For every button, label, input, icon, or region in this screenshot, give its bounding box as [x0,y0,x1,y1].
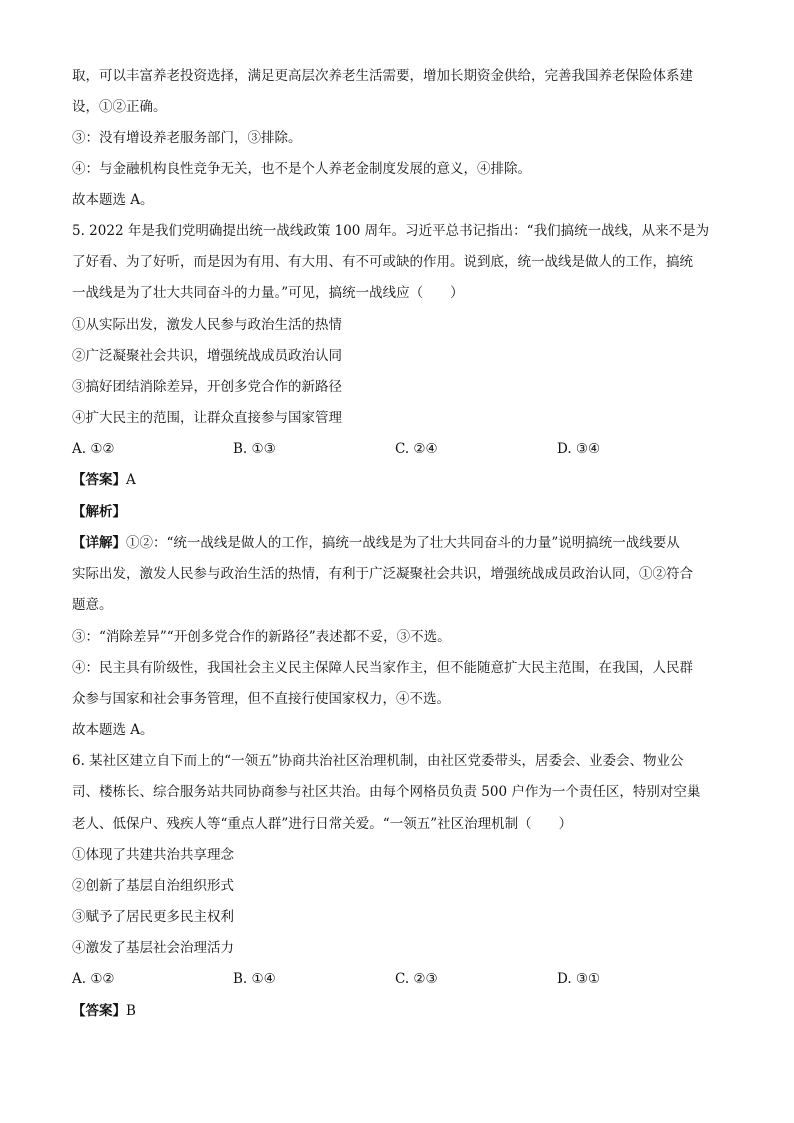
prev-text-line-4: ④：与金融机构良性竞争无关，也不是个人养老金制度发展的意义，④排除。 [72,161,531,177]
q6-option-b: B. ①④ [233,971,276,987]
q5-statement-2: ②广泛凝聚社会共识，增强统战成员政治认同 [72,348,342,364]
q5-stem-line-3: 一战线是为了壮大共同奋斗的力量。”可见，搞统一战线应（ ） [72,285,464,301]
q5-option-c: C. ②④ [395,441,438,457]
q6-stem-line-1: 6. 某社区建立自下而上的“一领五”协商共治社区治理机制，由社区党委带头，居委会、业委会、物业公 [72,753,684,769]
q5-option-a: A. ①② [72,441,115,457]
q6-statement-4: ④激发了基层社会治理活力 [72,940,234,956]
q6-statement-2: ②创新了基层自治组织形式 [72,878,234,894]
q5-detail-line-3: 题意。 [72,597,113,613]
q5-option-b: B. ①③ [233,441,276,457]
q5-answer-tag: 【答案】 [72,472,126,488]
q5-stem-line-2: 了好看、为了好听，而是因为有用、有大用、有不可或缺的作用。说到底，统一战线是做人的工作，搞统 [72,254,693,270]
q6-statement-3: ③赋予了居民更多民主权利 [72,909,234,925]
q6-statement-1: ①体现了共建共治共享理念 [72,847,234,863]
q6-answer [72,1002,732,1020]
q5-conclusion: 故本题选 A。 [72,722,154,738]
q6-answer-value: B [126,1003,136,1019]
q6-stem-line-3: 老人、低保户、残疾人等“重点人群”进行日常关爱。“一领五”社区治理机制（ ） [72,816,573,832]
q5-option-d: D. ③④ [557,441,601,457]
q5-detail-tag: 【详解】 [72,535,126,551]
q5-detail-text-1: ①②：“统一战线是做人的工作，搞统一战线是为了壮大共同奋斗的力量”说明搞统一战线要从 [126,535,680,551]
q5-answer-value: A [126,472,136,488]
q5-detail-line-5: ④：民主具有阶级性，我国社会主义民主保障人民当家作主，但不能随意扩大民主范围，在我国，人民群 [72,660,693,676]
q5-detail-line-2: 实际出发，激发人民参与政治生活的热情，有利于广泛凝聚社会共识，增强统战成员政治认同，①②符合 [72,566,693,582]
q5-answer [72,471,732,489]
q5-statement-1: ①从实际出发，激发人民参与政治生活的热情 [72,317,342,333]
q6-stem-line-2: 司、楼栋长、综合服务站共同协商参与社区共治。由每个网格员负责 500 户作为一个责任区，特别对空巢 [72,784,701,800]
q5-detail-line-1 [72,534,732,552]
q5-statement-3: ③搞好团结消除差异，开创多党合作的新路径 [72,379,342,395]
q5-statement-4: ④扩大民主的范围，让群众直接参与国家管理 [72,410,342,426]
q6-answer-tag: 【答案】 [72,1003,126,1019]
q6-option-a: A. ①② [72,971,115,987]
prev-text-line-2: 设，①②正确。 [72,99,167,115]
q5-detail-line-4: ③：“消除差异”“开创多党合作的新路径”表述都不妥，③不选。 [72,629,451,645]
q6-option-d: D. ③① [557,971,601,987]
prev-text-line-1: 取，可以丰富养老投资选择，满足更高层次养老生活需要，增加长期资金供给，完善我国养老保险体系建 [72,68,693,84]
prev-conclusion: 故本题选 A。 [72,192,154,208]
q6-option-c: C. ②③ [395,971,438,987]
q5-analysis-tag: 【解析】 [72,504,126,520]
q5-analysis-heading [72,503,732,521]
prev-text-line-3: ③：没有增设养老服务部门，③排除。 [72,130,302,146]
q5-stem-line-1: 5. 2022 年是我们党明确提出统一战线政策 100 周年。习近平总书记指出：“我们搞统一战线，从来不是为 [72,223,710,239]
q5-detail-line-6: 众参与国家和社会事务管理，但不直接行使国家权力，④不选。 [72,691,450,707]
